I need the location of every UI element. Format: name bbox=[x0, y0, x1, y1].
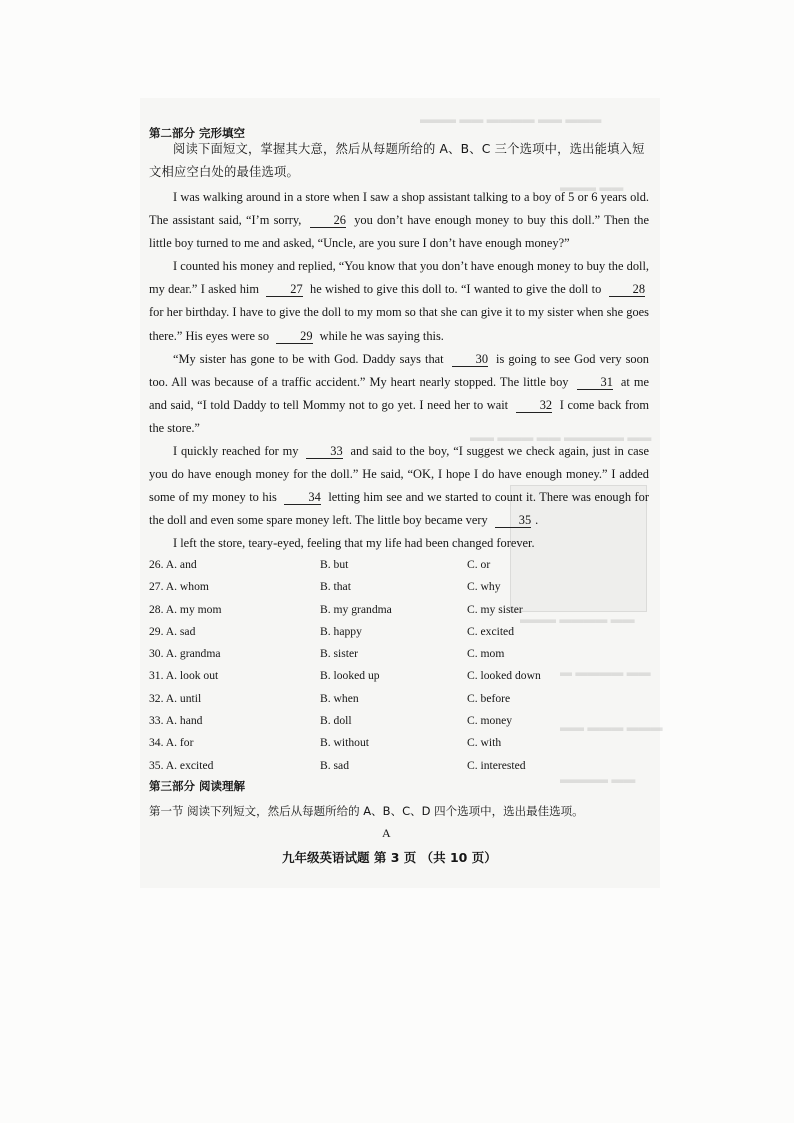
passage-text: letting him see and we started to count it. There was enough for the doll and even some spare money left. The little boy became very bbox=[149, 490, 650, 528]
passage-text: . bbox=[535, 513, 539, 528]
option-b: B. when bbox=[320, 691, 359, 705]
option-b: B. sister bbox=[320, 647, 359, 661]
passage-paragraph bbox=[149, 532, 649, 555]
bleed-through-text: ▬ ▬▬▬▬ ▬▬ bbox=[560, 665, 651, 679]
blank-30: 30 bbox=[452, 352, 488, 367]
option-row bbox=[149, 603, 649, 625]
bleed-through-text: ▬▬▬ ▬▬ ▬▬▬▬ ▬▬ ▬▬▬ bbox=[420, 112, 602, 126]
option-b: B. looked up bbox=[320, 669, 380, 683]
passage-label: A bbox=[382, 826, 391, 840]
passage-text: and said to the boy, “I suggest we check again, just in case you do have enough money for the doll.” He said, “OK, I hope I do have enough money.” I added some of my money to his bbox=[149, 444, 649, 505]
option-row bbox=[149, 625, 649, 647]
option-a: 35. A. excited bbox=[149, 758, 214, 772]
passage-text: I was walking around in a store when I saw a shop assistant talking to a boy of 5 or 6 years old. The assistant said, “I’m sorry, bbox=[149, 190, 649, 228]
option-c: C. money bbox=[467, 714, 513, 728]
option-a: 33. A. hand bbox=[149, 714, 203, 728]
passage-text: I quickly reached for my bbox=[173, 444, 303, 459]
passage-paragraph bbox=[149, 255, 649, 347]
section3-instructions: 第一节 阅读下列短文，然后从每题所给的 A、B、C、D 四个选项中，选出最佳选项。 bbox=[149, 804, 584, 818]
blank-34: 34 bbox=[284, 490, 320, 505]
option-a: 26. A. and bbox=[149, 558, 197, 571]
bleed-through-text: ▬▬▬ ▬▬▬▬ ▬▬ bbox=[520, 612, 635, 626]
passage-paragraph bbox=[149, 348, 649, 440]
options-list bbox=[149, 558, 649, 781]
option-c: C. before bbox=[467, 691, 511, 705]
option-c: C. with bbox=[467, 736, 502, 750]
page-footer: 九年级英语试题 第 3 页 （共 10 页） bbox=[282, 850, 497, 865]
option-row bbox=[149, 736, 649, 758]
bleed-through-text: ▬▬▬ ▬▬ bbox=[560, 180, 624, 194]
option-b: B. my grandma bbox=[320, 602, 392, 616]
blank-32: 32 bbox=[516, 398, 552, 413]
passage-text: while he was saying this. bbox=[316, 328, 444, 343]
option-c: C. or bbox=[467, 558, 491, 571]
option-b: B. but bbox=[320, 558, 349, 571]
option-a: 28. A. my mom bbox=[149, 602, 222, 616]
option-b: B. that bbox=[320, 580, 351, 594]
option-a: 34. A. for bbox=[149, 736, 194, 750]
section2-title: 第二部分 完形填空 bbox=[149, 126, 246, 140]
option-b: B. without bbox=[320, 736, 369, 750]
option-row bbox=[149, 669, 649, 691]
option-row bbox=[149, 580, 649, 602]
option-a: 27. A. whom bbox=[149, 580, 209, 594]
passage-text: “My sister has gone to be with God. Daddy says that bbox=[173, 351, 448, 366]
blank-26: 26 bbox=[310, 213, 346, 228]
option-a: 32. A. until bbox=[149, 691, 202, 705]
bleed-through-text: ▬▬▬▬ ▬▬ bbox=[560, 772, 636, 786]
bleed-through-text: ▬▬ ▬▬▬ ▬▬▬ bbox=[560, 720, 663, 734]
passage-paragraph bbox=[149, 186, 649, 255]
option-b: B. doll bbox=[320, 714, 352, 728]
passage-text: I left the store, teary-eyed, feeling that my life had been changed forever. bbox=[173, 536, 535, 551]
passage-text: you don’t have enough money to buy this doll.” Then the little boy turned to me and asked, “Uncle, are you sure I don’t have enough money?” bbox=[149, 213, 649, 251]
option-c: C. looked down bbox=[467, 669, 541, 683]
option-a: 29. A. sad bbox=[149, 624, 196, 638]
blank-28: 28 bbox=[609, 282, 645, 297]
blank-29: 29 bbox=[276, 329, 312, 344]
option-c: C. mom bbox=[467, 647, 505, 661]
passage-text: for her birthday. I have to give the doll to my mom so that she can give it to my sister when she goes there.” His eyes were so bbox=[149, 305, 649, 343]
passage-text: he wished to give this doll to. “I wanted to give the doll to bbox=[306, 282, 605, 297]
section2-instructions: 阅读下面短文，掌握其大意，然后从每题所给的 A、B、C 三个选项中，选出能填入短文相应空白处的最佳选项。 bbox=[149, 142, 645, 179]
passage-text: I come back from the store.” bbox=[149, 397, 649, 435]
passage-text: is going to see God very soon too. All was because of a traffic accident.” My heart nearly stopped. The little boy bbox=[149, 351, 649, 389]
option-c: C. excited bbox=[467, 624, 515, 638]
option-row bbox=[149, 714, 649, 736]
option-c: C. my sister bbox=[467, 602, 523, 616]
option-row bbox=[149, 647, 649, 669]
blank-35: 35 bbox=[495, 513, 531, 528]
option-b: B. sad bbox=[320, 758, 349, 772]
bleed-through-text: ▬▬ ▬▬▬ ▬▬ ▬▬▬▬▬ ▬▬ bbox=[470, 430, 652, 444]
option-c: C. interested bbox=[467, 758, 526, 772]
option-row bbox=[149, 558, 649, 580]
section3-title: 第三部分 阅读理解 bbox=[149, 779, 246, 793]
blank-33: 33 bbox=[306, 444, 342, 459]
option-b: B. happy bbox=[320, 624, 362, 638]
option-row bbox=[149, 692, 649, 714]
blank-31: 31 bbox=[577, 375, 613, 390]
passage-text: I counted his money and replied, “You know that you don’t have enough money to buy the doll, my dear.” I asked him bbox=[149, 259, 649, 297]
blank-27: 27 bbox=[266, 282, 302, 297]
option-c: C. why bbox=[467, 580, 501, 594]
passage-text: at me and said, “I told Daddy to tell Mommy not to go yet. I need her to wait bbox=[149, 374, 650, 412]
passage-paragraph bbox=[149, 440, 649, 532]
option-a: 30. A. grandma bbox=[149, 647, 221, 661]
cloze-passage bbox=[149, 186, 652, 556]
option-a: 31. A. look out bbox=[149, 669, 219, 683]
